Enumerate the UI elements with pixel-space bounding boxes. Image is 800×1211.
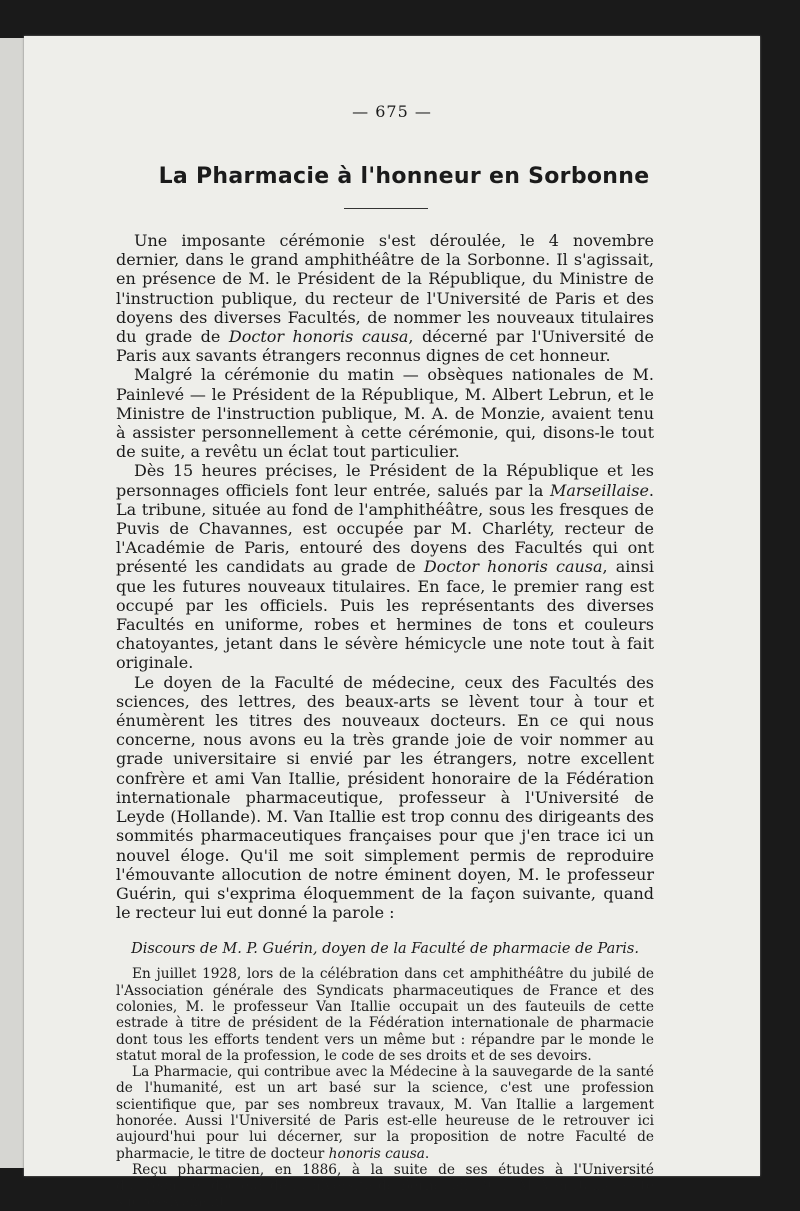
article-body (116, 231, 654, 1211)
page-number: — 675 — (352, 102, 432, 121)
text-run: La Pharmacie, qui contribue avec la Médecine à la sauvegarde de la santé de l'humanité, est un art basé sur la science, c'est une profession scientifique que, par ses nombreux travaux, M. Van Itallie a largement honorée. Aussi l'Université de Paris est-elle heureuse de le retrouver ici aujourd'hui pour lui décerner, sur la proposition de notre Faculté de pharmacie, le titre de docteur (116, 1064, 654, 1162)
document-page (24, 36, 760, 1211)
article-title: La Pharmacie à l'honneur en Sorbonne (158, 164, 650, 189)
italic-text: Marseillaise (549, 480, 649, 500)
paragraph (116, 365, 654, 461)
text-run: Une imposante cérémonie s'est déroulée, le 4 novembre dernier, dans le grand amphithéâtre de la Sorbonne. Il s'agissait, en présence de M. le Président de la République, du Ministre de l'instruction publique, du recteur de l'Université de Paris et des doyens des diverses Facultés, de nommer les nouveaux titulaires du grade de (116, 231, 654, 347)
paragraph (116, 461, 654, 672)
text-run: , ainsi que les futures nouveaux titulaires. En face, le premier rang est occupé par les officiels. Puis les représentants des diverses Facultés en uniforme, robes et hermines de tons et couleurs chatoyantes, jetant dans le sévère hémicycle une note tout à fait originale. (116, 557, 655, 673)
italic-text: Doctor honoris causa (228, 327, 409, 347)
italic-text: Doctor honoris causa (423, 557, 603, 577)
facing-page-edge (0, 38, 27, 1168)
speech-title: Discours de M. P. Guérin, doyen de la Faculté de pharmacie de Paris. (131, 941, 639, 958)
italic-text: honoris causa (328, 1145, 425, 1162)
title-rule (344, 208, 428, 209)
speech-paragraph (116, 1162, 654, 1211)
speech-paragraph (116, 1064, 654, 1162)
speech-text (116, 966, 654, 1210)
text-run: , décerné par l'Université de Paris aux savants étrangers reconnus dignes de cet honneur. (116, 327, 654, 366)
text-run: En juillet 1928, lors de la célébration dans cet amphithéâtre du jubilé de l'Association générale des Syndicats pharmaceutiques de France et des colonies, M. le professeur Van Itallie occupait un des fauteuils de cette estrade à titre de président de la Fédération internationale de pharmacie dont tous les efforts tendent vers un même but : répandre par le monde le statut moral de la profession, le code de ses droits et de ses devoirs. (116, 966, 654, 1064)
text-run: Reçu pharmacien, en 1886, à la suite de ses études à l'Université d'Utrecht, et docteur de l'Université de Berne, en 1901, M. Van Itallie a été successivement (116, 1161, 654, 1211)
text-run: . La tribune, située au fond de l'amphithéâtre, sous les fresques de Puvis de Chavannes, est occupée par M. Charléty, recteur de l'Académie de Paris, entouré des doyens des Facultés qui ont présenté les candidats au grade de (116, 480, 654, 577)
text-run: Malgré la cérémonie du matin — obsèques nationales de M. Painlevé — le Président de la République, M. Albert Lebrun, et le Ministre de l'instruction publique, M. A. de Monzie, avaient tenu à assister personnellement à cette cérémonie, qui, disons-le tout de suite, a revêtu un éclat tout particulier. (116, 365, 654, 462)
text-run: Dès 15 heures précises, le Président de la République et les personnages officiels font leur entrée, salués par la (116, 461, 654, 500)
paragraph (116, 673, 654, 923)
text-run: Le doyen de la Faculté de médecine, ceux des Facultés des sciences, des lettres, des beaux-arts se lèvent tour à tour et énumèrent les titres des nouveaux docteurs. En ce qui nous concerne, nous avons eu la très grande joie de voir nommer au grade universitaire si envié par les étrangers, notre excellent confrère et ami Van Itallie, président honoraire de la Fédération internationale pharmaceutique, professeur à l'Université de Leyde (Hollande). M. Van Itallie est trop connu des dirigeants des sommités pharmaceutiques françaises pour que j'en trace ici un nouvel éloge. Qu'il me soit simplement permis de reproduire l'émouvante allocution de notre éminent doyen, M. le professeur Guérin, qui s'exprima éloquemment de la façon suivante, quand le recteur lui eut donné la parole : (116, 672, 654, 923)
paragraph (116, 231, 654, 365)
main-text (116, 231, 654, 922)
speech-paragraph (116, 966, 654, 1064)
text-run: . (424, 1145, 430, 1162)
